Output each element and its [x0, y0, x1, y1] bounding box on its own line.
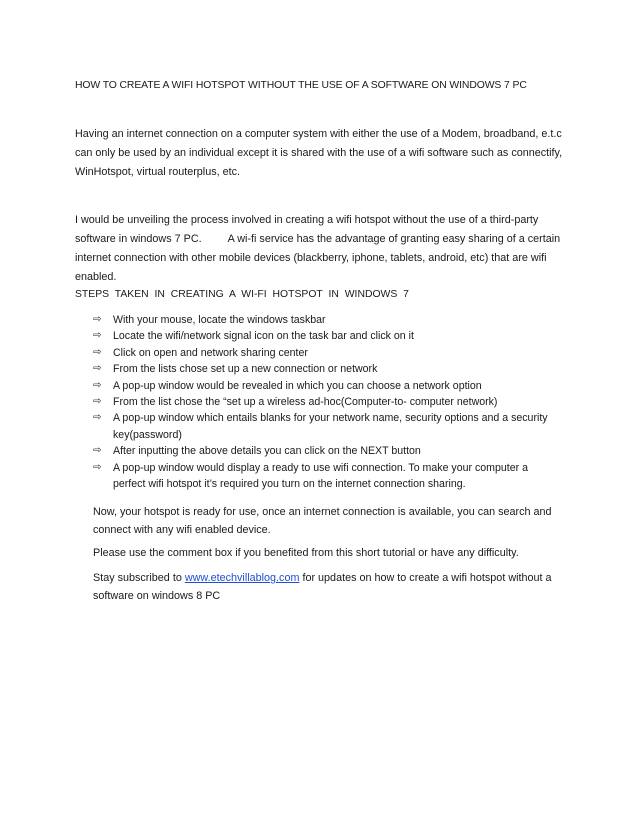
arrow-bullet-icon: ⇨ [93, 412, 102, 424]
subscribe-text-before: Stay subscribed to [93, 572, 185, 584]
page-title: HOW TO CREATE A WIFI HOTSPOT WITHOUT THE USE OF A SOFTWARE ON WINDOWS 7 PC [75, 80, 527, 91]
unveil-sentence: I would be unveiling the process involved in creating a wifi hotspot without the use of a third-party software in windows 7 PC. [75, 214, 539, 245]
step-item [93, 328, 563, 344]
step-item [93, 378, 563, 394]
step-text: With your mouse, locate the windows taskbar [113, 314, 326, 326]
steps-list [93, 312, 563, 492]
ready-paragraph: Now, your hotspot is ready for use, once an internet connection is available, you can search and connect with any wifi enabled device. [93, 506, 552, 536]
step-text: A pop-up window would be revealed in which you can choose a network option [113, 379, 482, 392]
subscribe-paragraph [93, 569, 563, 605]
step-item [93, 410, 563, 443]
arrow-bullet-icon: ⇨ [93, 346, 102, 358]
arrow-bullet-icon: ⇨ [93, 314, 102, 325]
step-item [93, 345, 563, 361]
arrow-bullet-icon: ⇨ [93, 445, 102, 457]
step-text: A pop-up window which entails blanks for your network name, security options and a security key(password) [113, 412, 548, 441]
steps-heading: STEPS TAKEN IN CREATING A WI-FI HOTSPOT IN WINDOWS 7 [75, 289, 409, 300]
comment-paragraph: Please use the comment box if you benefited from this short tutorial or have any difficulty. [93, 547, 519, 559]
step-text: Locate the wifi/network signal icon on the task bar and click on it [113, 330, 414, 343]
arrow-bullet-icon: ⇨ [93, 461, 102, 473]
step-text: Click on open and network sharing center [113, 346, 308, 359]
intro-paragraph: Having an internet connection on a computer system with either the use of a Modem, broadband, e.t.c can only be used by an individual except it is shared with the use of a wifi software such as connectify, WinHotspot, virtual routerplus, etc. [75, 128, 563, 178]
wifi-advantage-sentence: A wi-fi service has the advantage of granting easy sharing of a certain internet connection with other mobile devices (blackberry, iphone, tablets, android, etc) that are wifi enabled. [75, 233, 561, 283]
step-text: A pop-up window would display a ready to use wifi connection. To make your computer a perfect wifi hotspot it’s required you turn on the internet connection sharing. [113, 461, 528, 491]
step-text: From the lists chose set up a new connection or network [113, 363, 378, 376]
arrow-bullet-icon: ⇨ [93, 330, 102, 342]
arrow-bullet-icon: ⇨ [93, 379, 102, 391]
unveil-paragraph [75, 211, 565, 287]
step-text: After inputting the above details you can click on the NEXT button [113, 445, 421, 458]
arrow-bullet-icon: ⇨ [93, 363, 102, 375]
arrow-bullet-icon: ⇨ [93, 396, 102, 408]
step-item [93, 361, 563, 377]
step-item [93, 460, 563, 493]
subscribe-text-after: for updates on how to create a wifi hotspot without a software on windows 8 PC [93, 572, 552, 602]
step-item [93, 394, 563, 410]
step-item [93, 443, 563, 459]
blog-link[interactable]: www.etechvillablog.com [184, 572, 300, 584]
step-text: From the list chose the “set up a wireless ad-hoc(Computer-to- computer network) [113, 396, 498, 409]
step-item [93, 312, 563, 328]
